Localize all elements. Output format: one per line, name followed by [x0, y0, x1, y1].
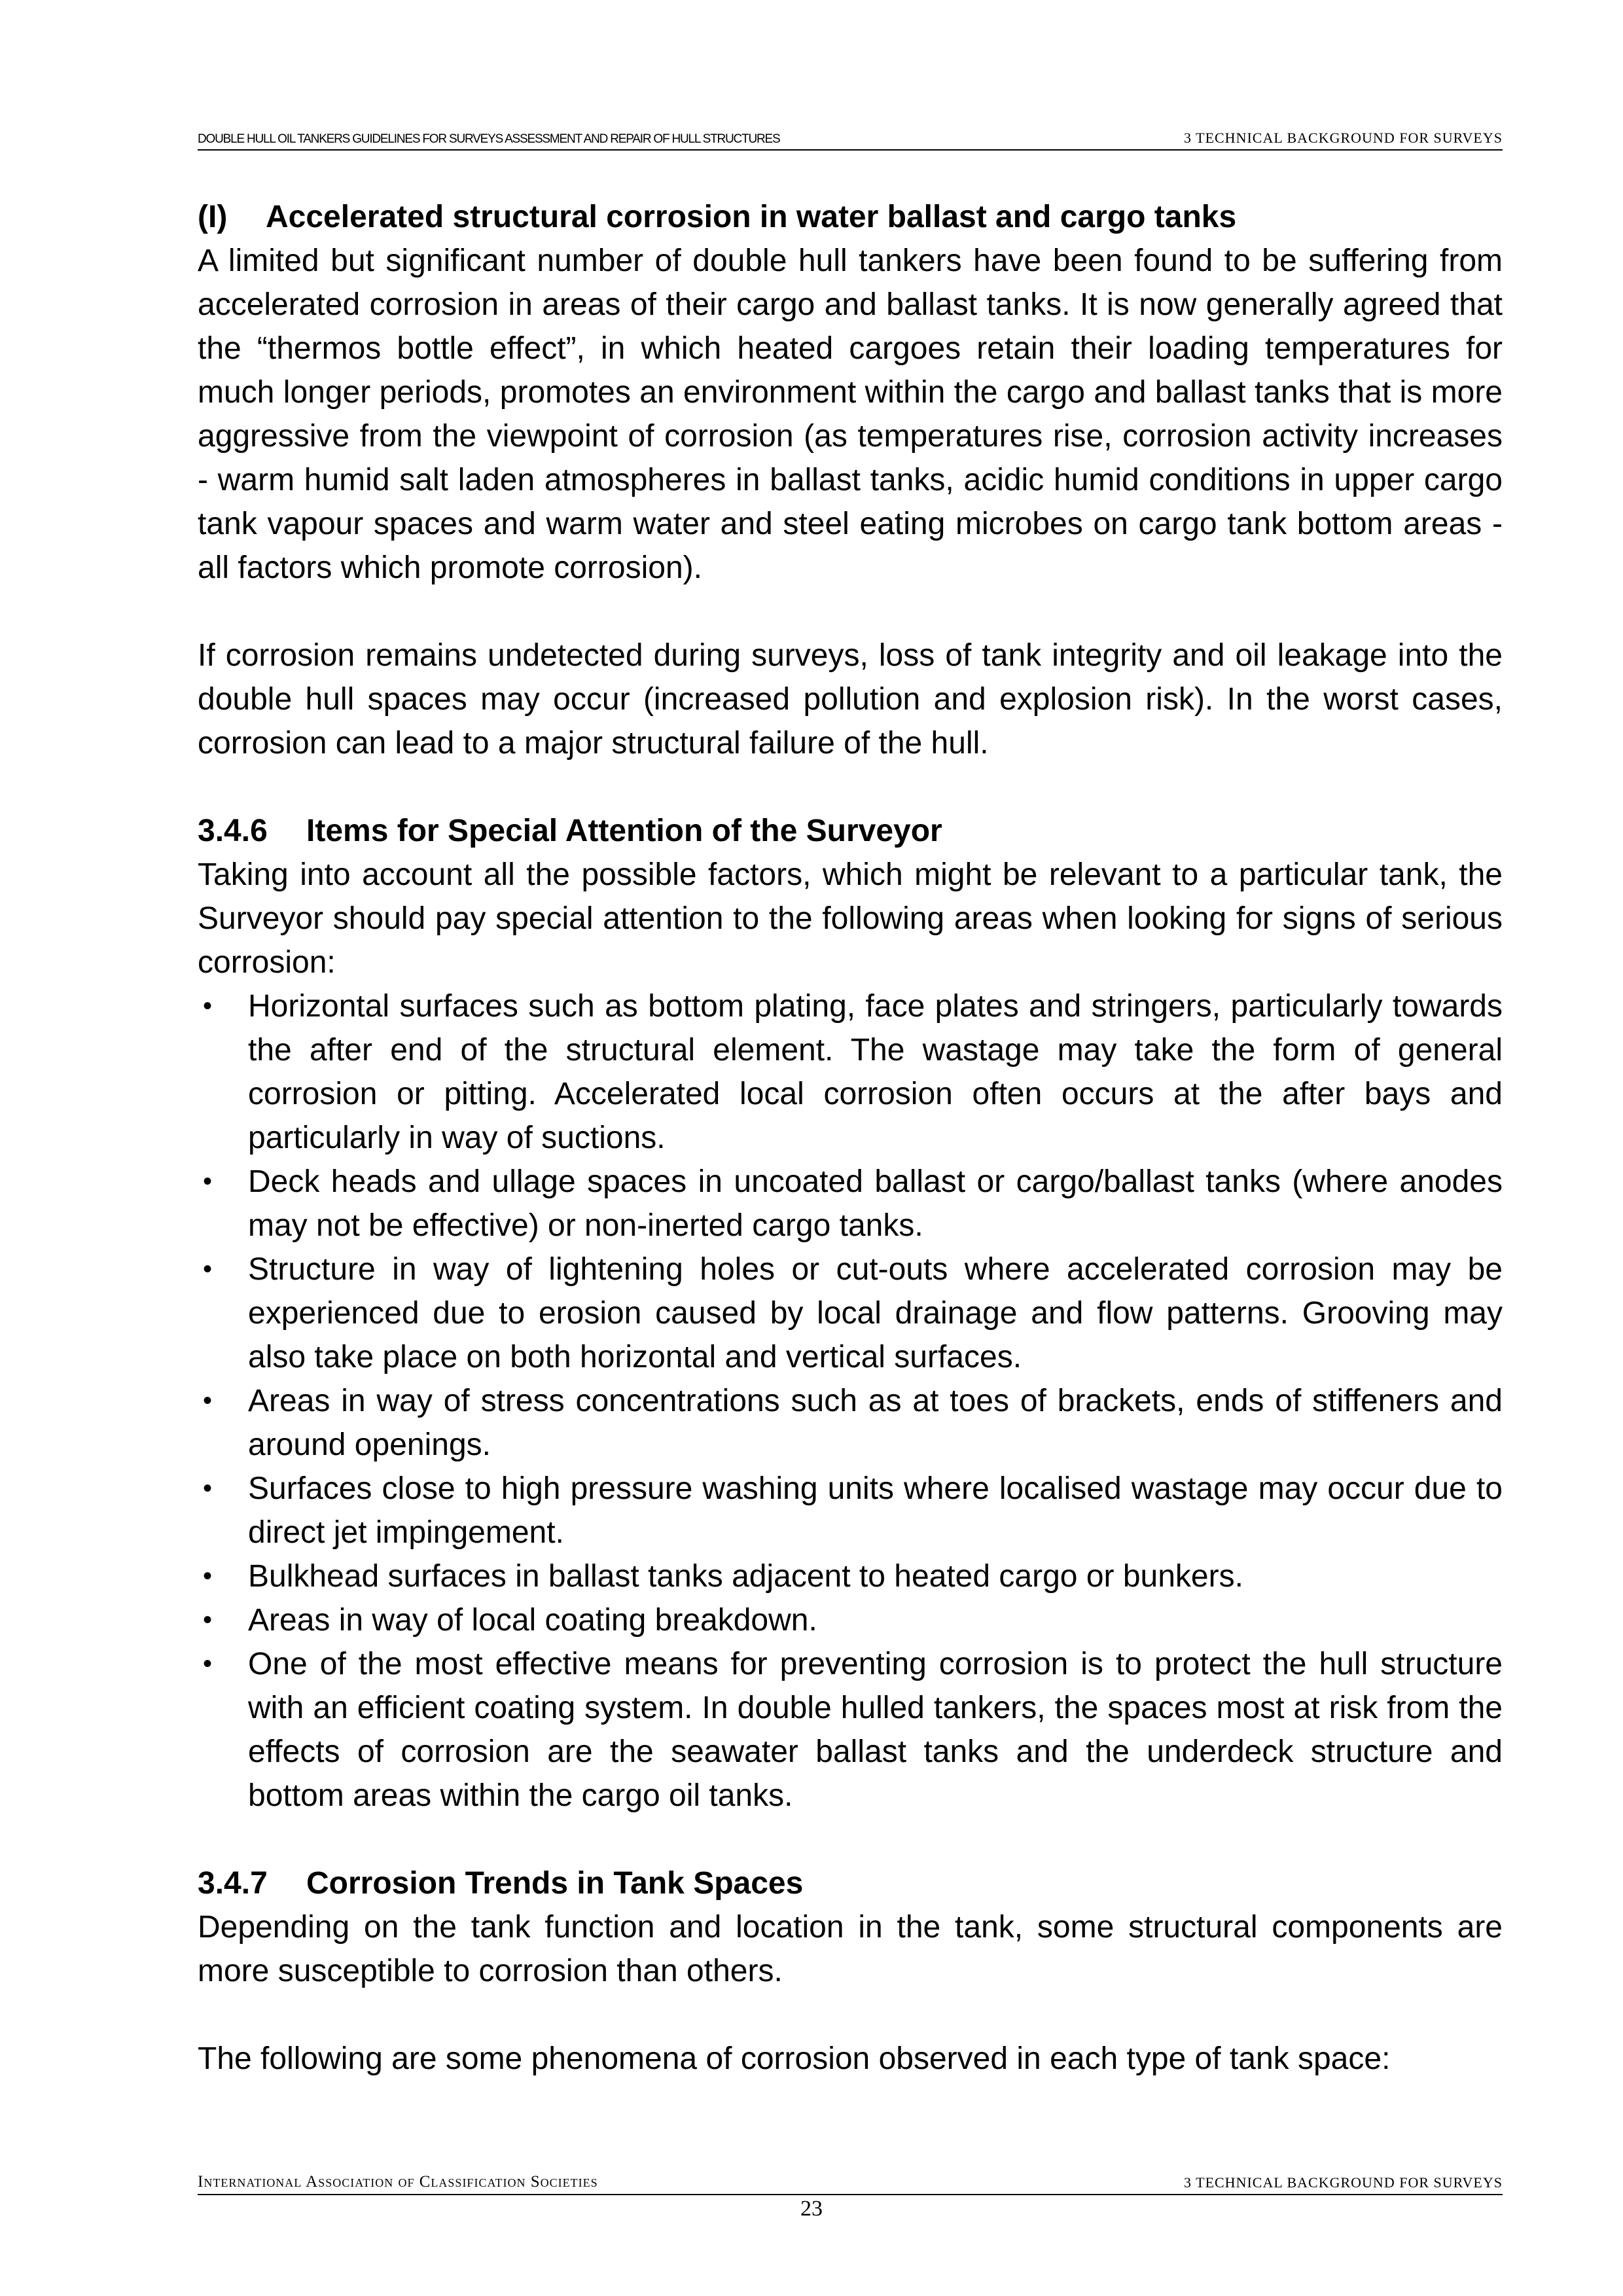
list-item-text: Surfaces close to high pressure washing units where localised wastage may occur due to direct jet impingement. [248, 1471, 1503, 1550]
section-number: (I) [198, 200, 228, 234]
list-item [198, 984, 1503, 1160]
bullet-icon: • [203, 1605, 213, 1634]
list-item [198, 1247, 1503, 1379]
section-heading-3-4-6 [198, 809, 1503, 853]
paragraph: The following are some phenomena of corrosion observed in each type of tank space: [198, 2041, 1391, 2076]
body-content [198, 195, 1503, 2081]
section-title: Accelerated structural corrosion in water ballast and cargo tanks [266, 200, 1237, 234]
list-item-text: Bulkhead surfaces in ballast tanks adjacent to heated cargo or bunkers. [248, 1559, 1243, 1594]
bullet-icon: • [203, 1562, 213, 1590]
list-item [198, 1467, 1503, 1554]
list-item [198, 1598, 1503, 1642]
bullet-icon: • [203, 992, 213, 1020]
header-document-title: DOUBLE HULL OIL TANKERS GUIDELINES FOR SURVEYS ASSESSMENT AND REPAIR OF HULL STRUCTURES [198, 132, 780, 146]
list-item-text: Deck heads and ullage spaces in uncoated ballast or cargo/ballast tanks (where anodes may not be effective) or non-inerted cargo tanks. [248, 1164, 1503, 1243]
section-title: Corrosion Trends in Tank Spaces [306, 1866, 804, 1901]
paragraph: Depending on the tank function and location in the tank, some structural components are more susceptible to corrosion than others. [198, 1910, 1503, 1988]
spacer [198, 1993, 1503, 2037]
list-item [198, 1379, 1503, 1467]
list-item-text: Areas in way of local coating breakdown. [248, 1603, 817, 1638]
bullet-list [198, 984, 1503, 1818]
bullet-icon: • [203, 1167, 213, 1196]
paragraph: If corrosion remains undetected during surveys, loss of tank integrity and oil leakage into the double hull spaces may occur (increased pollution and explosion risk). In the worst cases, corrosion can lead to a major structural failure of the hull. [198, 638, 1503, 761]
spacer [198, 765, 1503, 809]
footer-organization: International Association of Classification Societies [198, 2173, 598, 2191]
section-number: 3.4.7 [198, 1866, 268, 1901]
footer-chapter-title: 3 TECHNICAL BACKGROUND FOR SURVEYS [1184, 2174, 1503, 2191]
bullet-icon: • [203, 1649, 213, 1678]
page-number: 23 [800, 2197, 823, 2221]
list-item-text: Structure in way of lightening holes or cut-outs where accelerated corrosion may be experienced due to erosion caused by local drainage and flow patterns. Grooving may also take place on both horizontal and vertical surfaces. [248, 1252, 1503, 1374]
list-item [198, 1160, 1503, 1247]
paragraph: A limited but significant number of double hull tankers have been found to be suffering from accelerated corrosion in areas of their cargo and ballast tanks. It is now generally agreed that the “thermos bottle effect”, in which heated cargoes retain their loading temperatures for much longer periods, promotes an environment within the cargo and ballast tanks that is more aggressive from the viewpoint of corrosion (as temperatures rise, corrosion activity increases - warm humid salt laden atmospheres in ballast tanks, acidic humid conditions in upper cargo tank vapour spaces and warm water and steel eating microbes on cargo tank bottom areas - all factors which promote corrosion). [198, 243, 1503, 585]
list-item [198, 1642, 1503, 1818]
section-heading-l [198, 195, 1503, 239]
bullet-icon: • [203, 1386, 213, 1415]
paragraph: Taking into account all the possible factors, which might be relevant to a particular tank, the Surveyor should pay special attention to the following areas when looking for signs of serious corrosion: [198, 857, 1503, 980]
bullet-icon: • [203, 1255, 213, 1283]
running-header [198, 128, 1503, 151]
bullet-icon: • [203, 1474, 213, 1503]
running-footer [198, 2172, 1503, 2195]
section-heading-3-4-7 [198, 1861, 1503, 1905]
list-item-text: One of the most effective means for preventing corrosion is to protect the hull structure with an efficient coating system. In double hulled tankers, the spaces most at risk from the effects of corrosion are the seawater ballast tanks and the underdeck structure and bottom areas within the cargo oil tanks. [248, 1647, 1503, 1813]
spacer [198, 590, 1503, 634]
section-title: Items for Special Attention of the Surveyor [306, 814, 942, 848]
spacer [198, 1818, 1503, 1861]
header-chapter-title: 3 TECHNICAL BACKGROUND FOR SURVEYS [1184, 130, 1503, 146]
section-number: 3.4.6 [198, 814, 268, 848]
list-item-text: Areas in way of stress concentrations such as at toes of brackets, ends of stiffeners and around openings. [248, 1384, 1503, 1462]
list-item-text: Horizontal surfaces such as bottom plating, face plates and stringers, particularly towards the after end of the structural element. The wastage may take the form of general corrosion or pitting. Accelerated local corrosion often occurs at the after bays and particularly in way of suctions. [248, 989, 1503, 1155]
list-item [198, 1554, 1503, 1598]
